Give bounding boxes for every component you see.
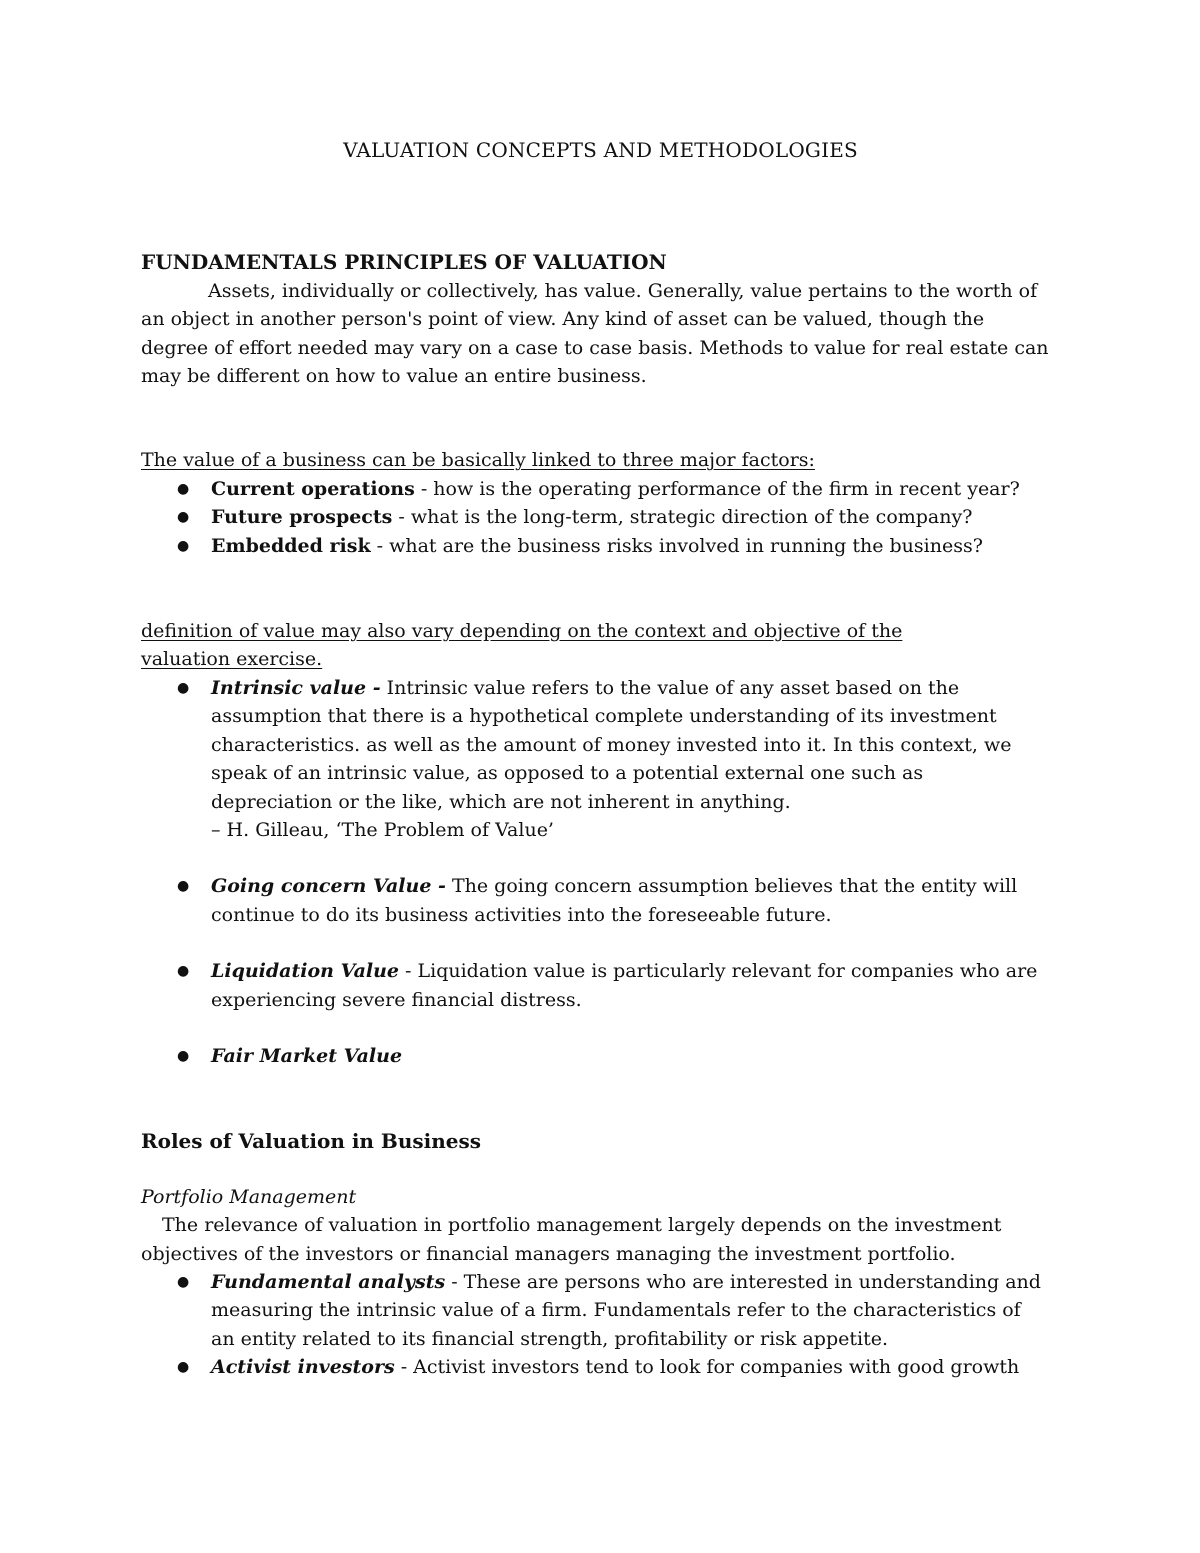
factor-term: Current operations [211, 477, 415, 500]
definition-term: Intrinsic value - [211, 676, 381, 699]
list-item [141, 1042, 1050, 1070]
role-term: Fundamental analysts [211, 1270, 446, 1293]
list-item [141, 674, 1050, 844]
bullet-icon: ● [177, 537, 190, 554]
list-item [141, 957, 1050, 1014]
list-item [141, 1268, 1050, 1353]
factor-desc: - what are the business risks involved in running the business? [370, 534, 983, 557]
list-item [141, 475, 1050, 503]
definition-desc: Intrinsic value refers to the value of any asset based on the assumption that there is a hypothetical complete understanding of its investment characteristics. as well as the amount of money invested into it. In this context, we speak of an intrinsic value, as opposed to a potential external one such as depreciation or the like, which are not inherent in anything. [211, 676, 1012, 813]
fundamentals-paragraph: Assets, individually or collectively, has value. Generally, value pertains to the worth of an object in another person's point of view. Any kind of asset can be valued, though the degree of effort needed may vary on a case to case basis. Methods to value for real estate can may be different on how to value an entire business. [141, 279, 1049, 388]
role-term: Activist investors [211, 1356, 395, 1379]
bullet-icon: ● [177, 509, 190, 526]
definition-term: Going concern Value - [211, 875, 446, 898]
factor-term: Embedded risk [211, 534, 371, 557]
definition-term: Liquidation Value [211, 960, 400, 983]
list-item [141, 872, 1050, 929]
document-title: VALUATION CONCEPTS AND METHODOLOGIES [343, 138, 858, 162]
list-item [141, 1353, 1050, 1381]
factor-desc: - what is the long-term, strategic direction of the company? [392, 506, 973, 529]
definitions-list [141, 674, 1050, 1070]
factor-term: Future prospects [211, 506, 393, 529]
bullet-icon: ● [177, 963, 190, 980]
bullet-icon: ● [177, 878, 190, 895]
list-item [141, 503, 1050, 531]
bullet-icon: ● [177, 1047, 190, 1064]
definition-term: Fair Market Value [211, 1044, 403, 1067]
definition-desc: - Liquidation value is particularly relevant for companies who are experiencing severe financial distress. [211, 960, 1038, 1011]
quote-attribution: – H. Gilleau, ‘The Problem of Value’ [211, 818, 554, 841]
section-heading-roles: Roles of Valuation in Business [141, 1129, 482, 1154]
factor-desc: - how is the operating performance of the firm in recent year? [414, 477, 1020, 500]
role-desc: - These are persons who are interested in understanding and measuring the intrinsic value of a firm. Fundamentals refer to the characteristics of an entity related to its financial strength, profitability or risk appetite. [211, 1270, 1041, 1350]
factors-list [141, 475, 1050, 560]
definition-desc: The going concern assumption believes that the entity will continue to do its business activities into the foreseeable future. [211, 875, 1018, 926]
definitions-intro: definition of value may also vary depending on the context and objective of the valuation exercise. [141, 620, 903, 671]
factors-intro: The value of a business can be basically linked to three major factors: [141, 449, 815, 472]
roles-list [141, 1268, 1050, 1382]
list-item [141, 532, 1050, 560]
bullet-icon: ● [177, 679, 190, 696]
role-desc: - Activist investors tend to look for companies with good growth [394, 1356, 1020, 1379]
subheading-portfolio-management: Portfolio Management [141, 1185, 357, 1208]
section-heading-fundamentals: FUNDAMENTALS PRINCIPLES OF VALUATION [141, 250, 667, 275]
bullet-icon: ● [177, 480, 190, 497]
bullet-icon: ● [177, 1359, 190, 1376]
bullet-icon: ● [177, 1273, 190, 1290]
portfolio-paragraph: The relevance of valuation in portfolio management largely depends on the investment objectives of the investors or financial managers managing the investment portfolio. [141, 1214, 1002, 1265]
